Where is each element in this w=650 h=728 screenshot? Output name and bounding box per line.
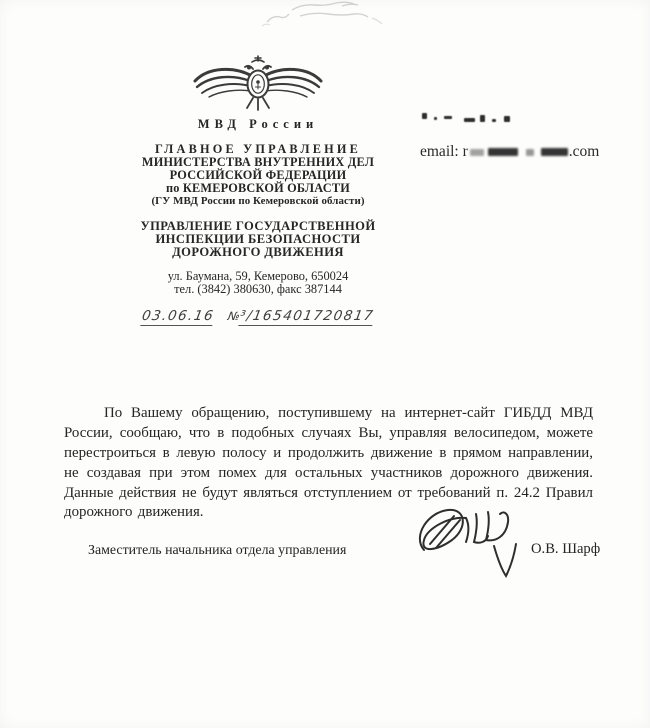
org-line-1: ГЛАВНОЕ УПРАВЛЕНИЕ [154, 142, 362, 156]
org-line-4: по КЕМЕРОВСКОЙ ОБЛАСТИ [165, 181, 350, 195]
signer-position-title: Заместитель начальника отдела управления [88, 543, 347, 558]
emblem-caption: МВД России [197, 117, 319, 131]
handwritten-reference-number: ³/165401720817 [238, 308, 376, 325]
pencil-scribble-marks [222, 0, 422, 36]
organization-name [124, 143, 392, 208]
addressee-block [420, 110, 635, 161]
email-line [420, 143, 635, 161]
mvd-eagle-emblem-icon [192, 54, 324, 112]
email-redaction-2 [488, 148, 518, 156]
division-name [124, 220, 392, 260]
org-line-3: РОССИЙСКОЙ ФЕДЕРАЦИИ [169, 168, 347, 182]
division-line-3: ДОРОЖНОГО ДВИЖЕНИЯ [172, 245, 344, 260]
division-line-2: ИНСПЕКЦИИ БЕЗОПАСНОСТИ [155, 232, 361, 247]
email-visible-end: .com [568, 143, 600, 160]
reference-number-label: № [226, 309, 242, 324]
handwritten-signature [410, 498, 535, 590]
org-line-5: (ГУ МВД России по Кемеровской области) [151, 195, 365, 207]
email-redaction-1 [470, 149, 484, 156]
email-label: email: [420, 143, 459, 160]
email-redaction-4 [541, 148, 568, 156]
org-line-2: МИНИСТЕРСТВА ВНУТРЕННИХ ДЕЛ [141, 155, 375, 169]
handwritten-date: 03.06.16 [140, 308, 216, 325]
handwritten-reference-line [123, 308, 394, 324]
signer-name: О.В. Шарф [531, 541, 601, 557]
address-phone: тел. (3842) 380630, факс 387144 [174, 282, 342, 297]
letter-body-paragraph: По Вашему обращению, поступившему на интернет-сайт ГИБДД МВД России, сообщаю, что в подобных случаях Вы, управляя велосипедом, можете перестроиться в левую полосу и продолжить движение в прямом направлении, не создавая при этом помех для остальных участников дорожного движения. Данные действия не будут являться отступлением от требований п. 24.2 Правил дорожного движения. [64, 404, 593, 521]
email-visible-start: r [462, 143, 468, 160]
division-line-1: УПРАВЛЕНИЕ ГОСУДАРСТВЕННОЙ [140, 219, 376, 233]
email-redaction-3 [526, 149, 534, 156]
address-street: ул. Баумана, 59, Кемерово, 650024 [167, 268, 349, 283]
address-block [124, 270, 392, 298]
letterhead [124, 54, 392, 324]
redacted-addressee-line [420, 110, 635, 126]
